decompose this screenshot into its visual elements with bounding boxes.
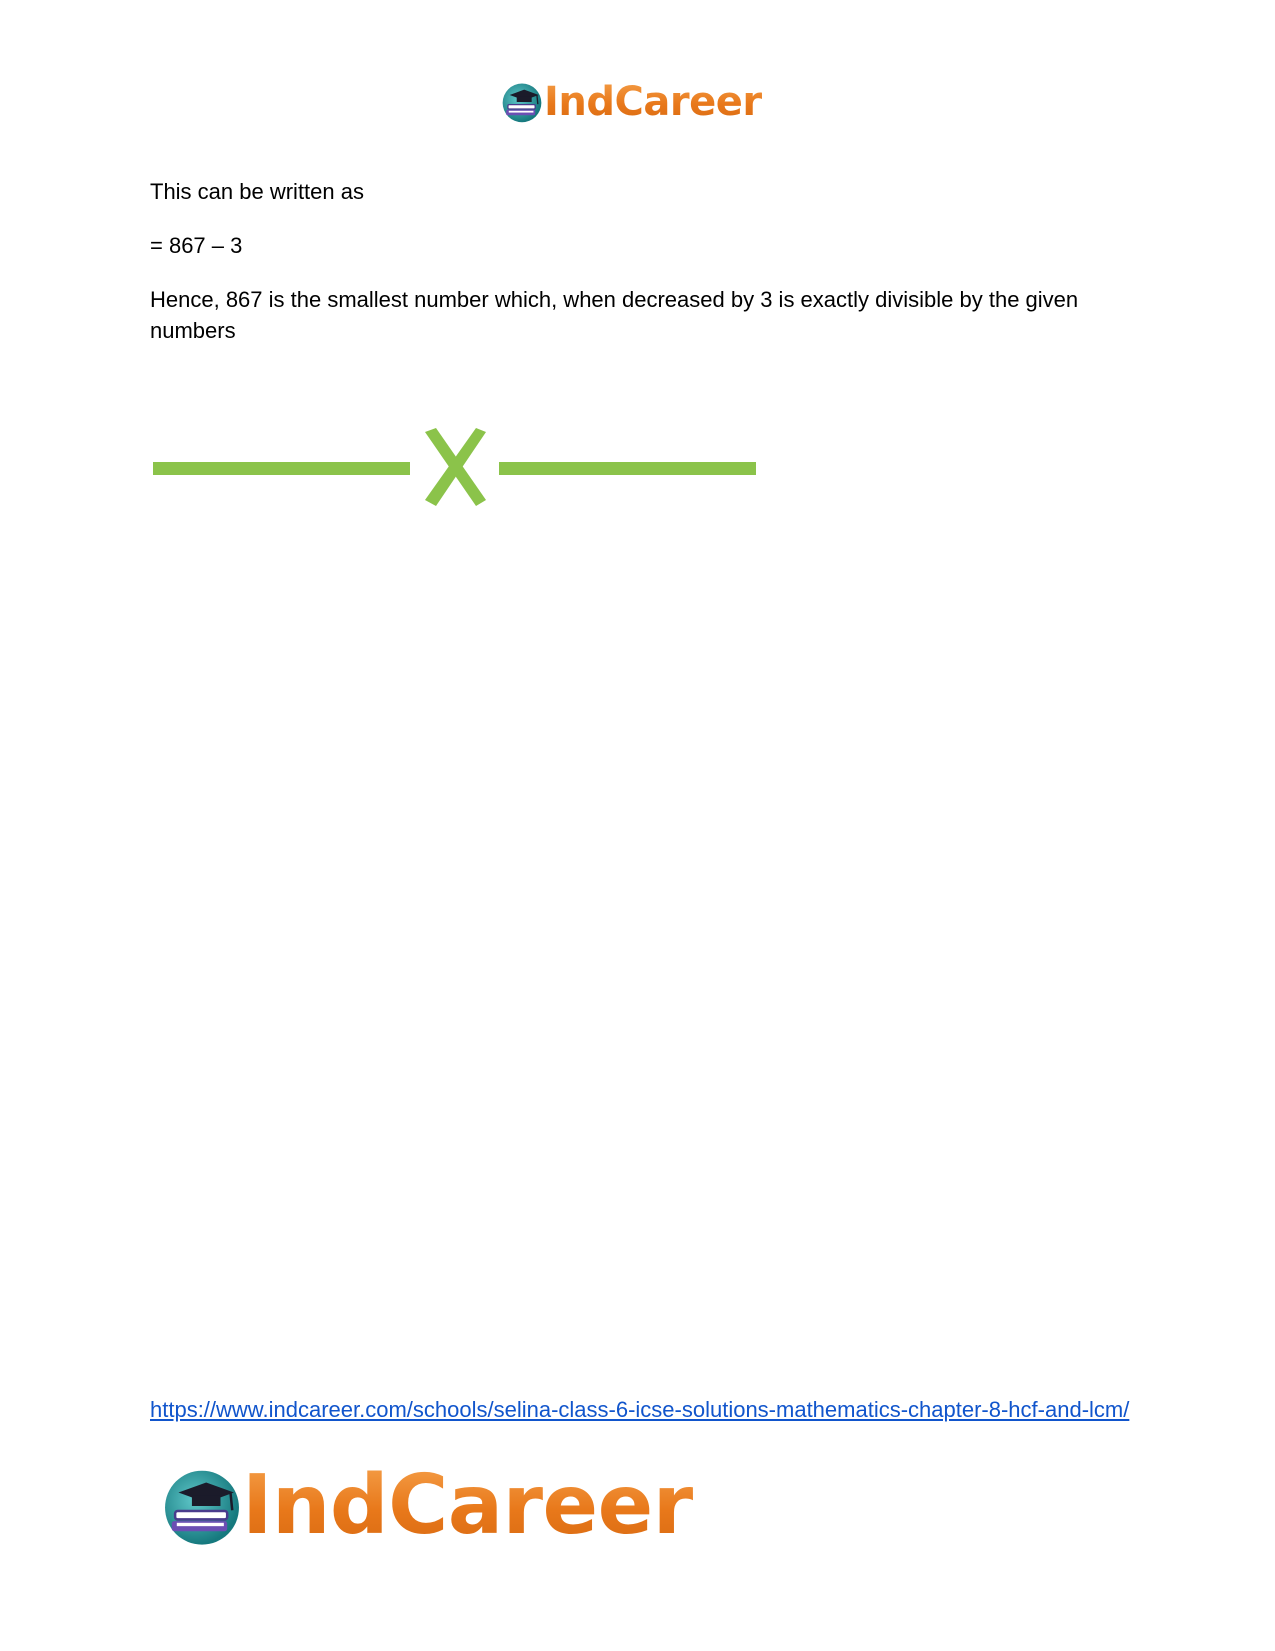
paragraph-equation: = 867 – 3 xyxy=(150,233,243,258)
footer-source-link[interactable]: https://www.indcareer.com/schools/selina-class-6-icse-solutions-mathematics-chapter-8-hcf-and-lcm/ xyxy=(150,1397,1130,1422)
header-logo-text: IndCareer xyxy=(544,79,762,125)
header-logo xyxy=(500,78,762,126)
paragraph-conclusion: Hence, 867 is the smallest number which, when decreased by 3 is exactly divisible by the given numbers xyxy=(150,287,1079,343)
graduation-cap-books-globe-icon xyxy=(160,1464,244,1548)
graduation-cap-books-globe-icon xyxy=(500,80,544,124)
x-divider-icon xyxy=(150,428,756,510)
paragraph-intro: This can be written as xyxy=(150,179,364,204)
footer-logo-text: IndCareer xyxy=(242,1458,693,1553)
footer-logo xyxy=(160,1460,693,1552)
